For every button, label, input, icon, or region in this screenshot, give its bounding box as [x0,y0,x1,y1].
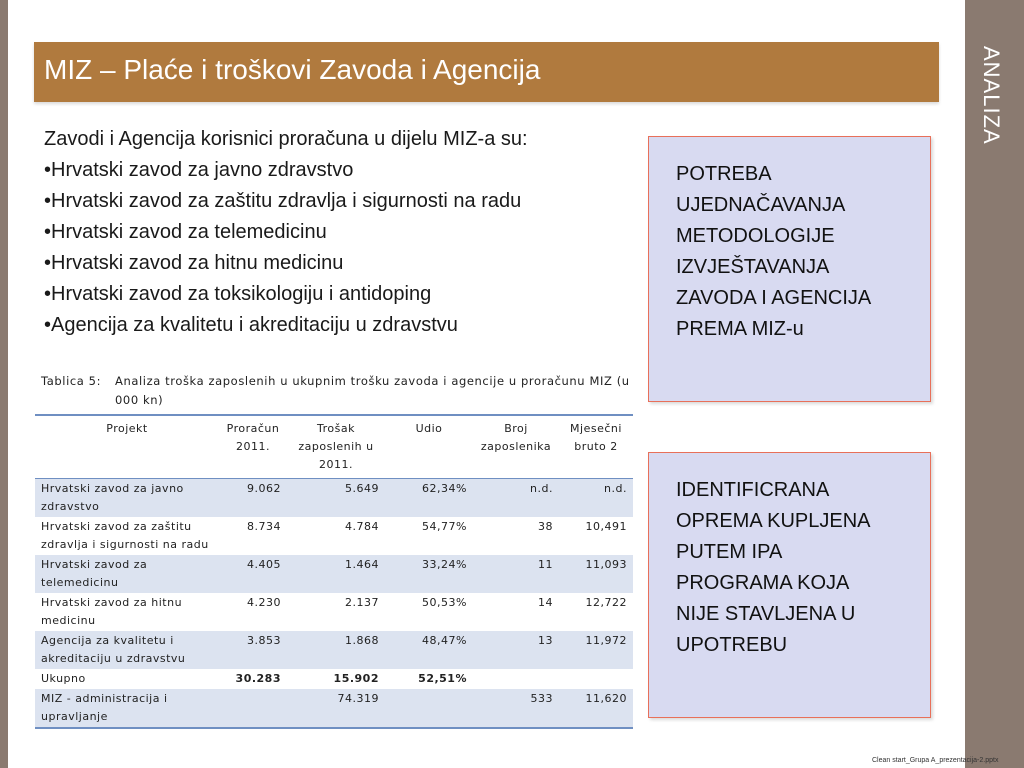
cell-bruto [559,669,633,689]
cell-trosak: 2.137 [345,596,379,609]
cell-bruto: 10,491 [585,520,627,533]
table-caption-label: Tablica 5: [41,374,102,388]
header-proracun: Proračun 2011. [219,415,287,479]
cell-proracun: 9.062 [219,479,287,518]
table-row [35,593,633,631]
cell-udio: 48,47% [385,631,473,669]
header-broj: Broj zaposlenika [473,415,559,479]
table-row [35,479,633,518]
slide-title: MIZ – Plaće i troškovi Zavoda i Agencija [44,54,541,85]
table-header-row [35,415,633,479]
cell-proracun: 8.734 [247,520,281,533]
cell-broj: 533 [473,689,559,728]
list-item: • Hrvatski zavod za zaštitu zdravlja i sigurnosti na radu [44,186,644,217]
callout-box-methodology [648,136,931,402]
cell-broj [473,669,559,689]
cell-trosak: 15.902 [333,672,379,685]
cell-udio: 33,24% [385,555,473,593]
cell-bruto: 12,722 [585,596,627,609]
cell-projekt: Hrvatski zavod za zaštitu zdravlja i sigurnosti na radu [41,520,209,551]
institution-list [44,155,644,341]
footer-filename: Clean start_Grupa A_prezentacija-2.pptx [872,757,999,764]
table-row [35,689,633,728]
callout-box-equipment [648,452,931,718]
cell-projekt: Hrvatski zavod za telemedicinu [35,555,219,593]
cell-projekt: Ukupno [41,672,86,685]
left-edge-rule [0,0,8,768]
cell-proracun [219,689,287,728]
list-item: • Hrvatski zavod za toksikologiju i antidoping [44,279,644,310]
cell-udio: 54,77% [422,520,467,533]
cell-projekt: Hrvatski zavod za hitnu medicinu [41,596,183,627]
cell-broj: 38 [538,520,553,533]
table-row [35,555,633,593]
cell-udio: 52,51% [418,672,467,685]
cell-bruto: 11,620 [559,689,633,728]
cell-projekt: Agencija za kvalitetu i akreditaciju u zdravstvu [35,631,219,669]
intro-block [44,124,644,341]
table-row [35,517,633,555]
cell-broj: 14 [538,596,553,609]
section-label: ANALIZA [979,46,1004,145]
header-udio: Udio [385,415,473,479]
cell-udio: 62,34% [385,479,473,518]
cell-bruto: 11,093 [559,555,633,593]
intro-heading: Zavodi i Agencija korisnici proračuna u dijelu MIZ-a su: [44,128,528,150]
table-caption-text: Analiza troška zaposlenih u ukupnim trošku zavoda i agencije u proračunu MIZ (u 000 kn) [115,374,630,407]
callout-text-methodology: POTREBA UJEDNAČAVANJA METODOLOGIJE IZVJEŠTAVANJA ZAVODA I AGENCIJA PREMA MIZ-u [676,163,872,340]
cell-proracun: 4.230 [247,596,281,609]
cell-projekt: Hrvatski zavod za javno zdravstvo [35,479,219,518]
cell-broj: 11 [473,555,559,593]
cost-table [35,414,633,729]
list-item: • Hrvatski zavod za javno zdravstvo [44,155,644,186]
cell-proracun: 3.853 [219,631,287,669]
header-bruto: Mjesečni bruto 2 [559,415,633,479]
header-trosak: Trošak zaposlenih u 2011. [287,415,385,479]
table-row [35,631,633,669]
table-caption [41,372,636,410]
callout-text-equipment: IDENTIFICRANA OPREMA KUPLJENA PUTEM IPA PROGRAMA KOJA NIJE STAVLJENA U UPOTREBU [676,479,871,656]
cell-bruto: 11,972 [559,631,633,669]
cell-trosak: 4.784 [345,520,379,533]
cell-udio: 50,53% [422,596,467,609]
cell-projekt: MIZ - administracija i upravljanje [35,689,219,728]
header-projekt: Projekt [35,415,219,479]
cell-proracun: 30.283 [235,672,281,685]
title-bar [34,42,939,102]
cell-proracun: 4.405 [219,555,287,593]
list-item: • Agencija za kvalitetu i akreditaciju u zdravstvu [44,310,644,341]
list-item: • Hrvatski zavod za telemedicinu [44,217,644,248]
cell-bruto: n.d. [559,479,633,518]
cell-trosak: 1.464 [287,555,385,593]
list-item: • Hrvatski zavod za hitnu medicinu [44,248,644,279]
cell-trosak: 1.868 [287,631,385,669]
cell-trosak: 5.649 [287,479,385,518]
cell-udio [385,689,473,728]
cell-broj: n.d. [473,479,559,518]
cell-trosak: 74.319 [287,689,385,728]
table-row-total [35,669,633,689]
cell-broj: 13 [473,631,559,669]
